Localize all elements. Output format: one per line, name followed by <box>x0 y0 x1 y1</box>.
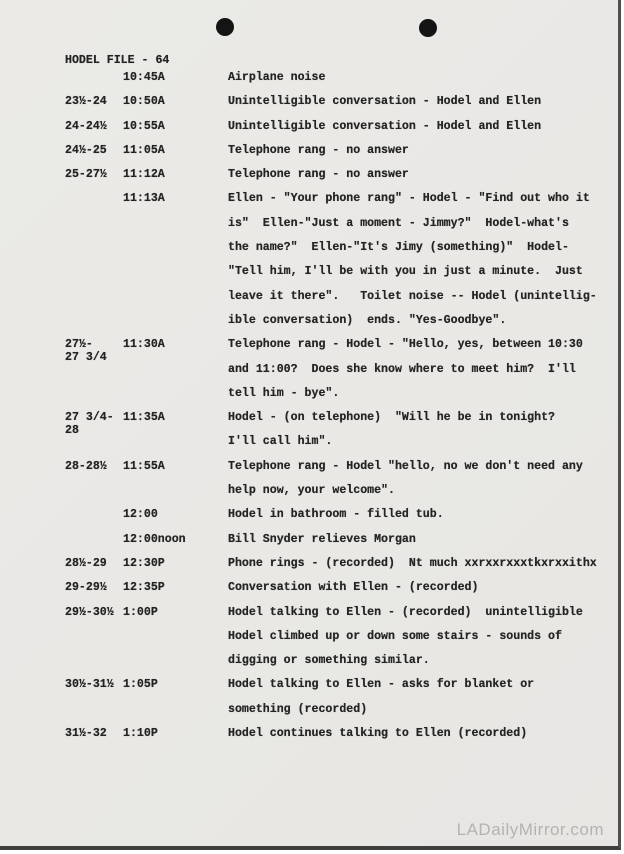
tape-counter <box>65 528 123 533</box>
entry-time: 1:05P <box>123 678 158 692</box>
entry-description <box>228 576 614 600</box>
entry-description-line: Hodel climbed up or down some stairs - sounds of <box>228 629 562 643</box>
surveillance-log-entries <box>0 66 614 746</box>
tape-counter-line: 24-24½ <box>65 119 107 133</box>
log-entry <box>0 528 614 552</box>
log-entry <box>0 455 614 504</box>
entry-description <box>228 66 614 90</box>
tape-counter <box>65 722 123 740</box>
entry-description-line: digging or something similar. <box>228 654 430 668</box>
entry-description-line: Bill Snyder relieves Morgan <box>228 532 416 546</box>
tape-counter <box>65 552 123 570</box>
tape-counter-line: 23½-24 <box>65 95 107 109</box>
entry-description <box>228 552 614 576</box>
entry-description-line: Hodel continues talking to Ellen (recorded) <box>228 727 528 741</box>
tape-counter <box>65 406 123 437</box>
log-entry <box>0 115 614 139</box>
entry-description-line: Airplane noise <box>228 71 326 84</box>
entry-description-line: Telephone rang - no answer <box>228 168 409 182</box>
entry-description <box>228 187 614 333</box>
entry-description-line: I'll call him". <box>228 435 333 449</box>
log-entry <box>0 187 614 333</box>
entry-time: 12:35P <box>123 581 165 595</box>
entry-description-line: leave it there". Toilet noise -- Hodel (unintellig- <box>228 289 597 303</box>
entry-description <box>228 163 614 187</box>
entry-description <box>228 455 614 504</box>
entry-time: 12:00 <box>123 508 158 522</box>
entry-time: 11:35A <box>123 411 165 425</box>
log-entry <box>0 673 614 722</box>
entry-time: 11:05A <box>123 143 165 157</box>
tape-counter <box>65 115 123 133</box>
tape-counter-line: 24½-25 <box>65 143 107 157</box>
tape-counter-line: 27 3/4 <box>65 351 107 365</box>
entry-description-line: Hodel - (on telephone) "Will he be in tonight? <box>228 411 555 425</box>
log-entry <box>0 576 614 600</box>
tape-counter-line: 28½-29 <box>65 556 107 570</box>
entry-time: 1:10P <box>123 727 158 741</box>
entry-description <box>228 406 614 455</box>
tape-counter <box>65 66 123 71</box>
tape-counter-line: 27½- <box>65 338 93 352</box>
entry-description <box>228 528 614 552</box>
hole-punch-dot-right <box>419 19 437 37</box>
tape-counter <box>65 187 123 192</box>
entry-description-line: Telephone rang - Hodel - "Hello, yes, between 10:30 <box>228 338 583 352</box>
watermark: LADailyMirror.com <box>456 820 604 839</box>
tape-counter-line: 30½-31½ <box>65 678 114 692</box>
tape-counter-line: 27 3/4- <box>65 411 114 425</box>
log-entry <box>0 503 614 527</box>
log-entry <box>0 333 614 406</box>
entry-description-line: and 11:00? Does she know where to meet him? I'll <box>228 362 576 376</box>
log-entry <box>0 90 614 114</box>
entry-description-line: Unintelligible conversation - Hodel and Ellen <box>228 119 542 133</box>
entry-description-line: the name?" Ellen-"It's Jimy (something)" Hodel- <box>228 241 569 255</box>
log-entry <box>0 66 614 90</box>
entry-description <box>228 503 614 527</box>
tape-counter-line: 28 <box>65 424 79 438</box>
entry-description-line: Telephone rang - Hodel "hello, no we don't need any <box>228 459 583 473</box>
entry-description-line: Ellen - "Your phone rang" - Hodel - "Find out who it <box>228 192 590 206</box>
entry-description-line: Hodel talking to Ellen - (recorded) unintelligible <box>228 605 583 619</box>
tape-counter <box>65 503 123 508</box>
entry-description <box>228 115 614 139</box>
document-title: HODEL FILE - 64 <box>65 54 170 67</box>
tape-counter <box>65 576 123 594</box>
tape-counter <box>65 673 123 691</box>
entry-description-line: help now, your welcome". <box>228 484 395 498</box>
entry-description <box>228 673 614 722</box>
entry-description-line: Conversation with Ellen - (recorded) <box>228 581 479 595</box>
log-entry <box>0 722 614 746</box>
tape-counter-line: 29-29½ <box>65 581 107 595</box>
log-entry <box>0 552 614 576</box>
entry-time: 10:55A <box>123 119 165 133</box>
entry-description-line: ible conversation) ends. "Yes-Goodbye". <box>228 313 507 327</box>
entry-time: 11:12A <box>123 168 165 182</box>
tape-counter-line: 29½-30½ <box>65 605 114 619</box>
entry-time: 11:55A <box>123 459 165 473</box>
log-entry <box>0 601 614 674</box>
entry-time: 12:00noon <box>123 532 186 546</box>
entry-description <box>228 139 614 163</box>
entry-description-line: is" Ellen-"Just a moment - Jimmy?" Hodel-what's <box>228 216 569 230</box>
log-entry <box>0 163 614 187</box>
entry-description <box>228 333 614 406</box>
entry-description-line: Hodel talking to Ellen - asks for blanket or <box>228 678 535 692</box>
entry-description-line: "Tell him, I'll be with you in just a minute. Just <box>228 265 583 279</box>
tape-counter <box>65 90 123 108</box>
tape-counter <box>65 163 123 181</box>
log-entry <box>0 139 614 163</box>
entry-time: 1:00P <box>123 605 158 619</box>
entry-time: 10:45A <box>123 71 165 84</box>
tape-counter <box>65 601 123 619</box>
entry-description <box>228 90 614 114</box>
entry-time: 11:30A <box>123 338 165 352</box>
tape-counter-line: 31½-32 <box>65 727 107 741</box>
tape-counter-line: 28-28½ <box>65 459 107 473</box>
hole-punch-dot-left <box>216 18 234 36</box>
entry-description <box>228 722 614 746</box>
tape-counter <box>65 333 123 364</box>
entry-time: 11:13A <box>123 192 165 206</box>
entry-description-line: Unintelligible conversation - Hodel and Ellen <box>228 95 542 109</box>
entry-description-line: Hodel in bathroom - filled tub. <box>228 508 444 522</box>
entry-description-line: something (recorded) <box>228 702 368 716</box>
log-entry <box>0 406 614 455</box>
entry-time: 12:30P <box>123 556 165 570</box>
entry-description-line: tell him - bye". <box>228 386 340 400</box>
tape-counter-line: 25-27½ <box>65 168 107 182</box>
entry-time: 10:50A <box>123 95 165 109</box>
tape-counter <box>65 455 123 473</box>
entry-description-line: Telephone rang - no answer <box>228 143 409 157</box>
tape-counter <box>65 139 123 157</box>
entry-description-line: Phone rings - (recorded) Nt much xxrxxrxxxtkxrxxithx <box>228 556 597 570</box>
entry-description <box>228 601 614 674</box>
